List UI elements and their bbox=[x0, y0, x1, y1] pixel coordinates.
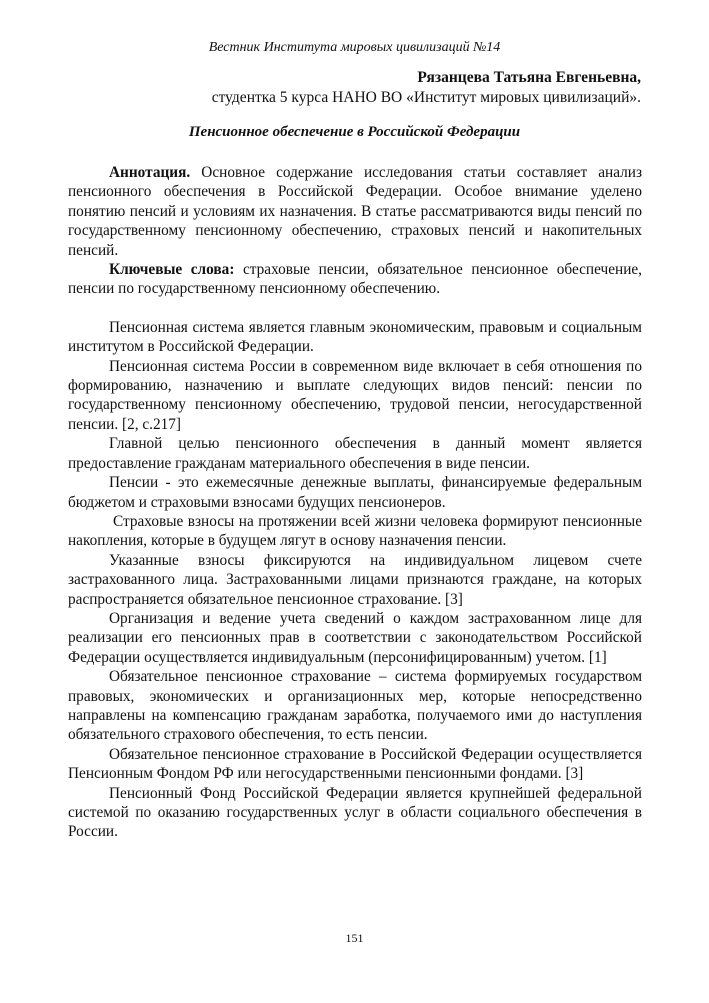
paragraph: Пенсии - это ежемесячные денежные выплаты, финансируемые федеральным бюджетом и страховыми взносами будущих пенсионеров. bbox=[68, 474, 642, 511]
paragraph: Пенсионная система России в современном виде включает в себя отношения по формированию, назначению и выплате следующих видов пенсий: пенсии по государственному пенсионному обеспечению, трудовой пенсии, негосударственной пенсии. [2, с.217] bbox=[68, 357, 642, 433]
journal-header: Вестник Института мировых цивилизаций №14 bbox=[208, 40, 501, 55]
keywords bbox=[68, 260, 642, 299]
author-block bbox=[212, 68, 641, 108]
paragraph: Главной целью пенсионного обеспечения в данный момент является предоставление гражданам материального обеспечения в виде пенсии. bbox=[68, 435, 642, 472]
article-body bbox=[68, 163, 642, 842]
paragraph: Обязательное пенсионное страхование в Российской Федерации осуществляется Пенсионным Фондом РФ или негосударственными пенсионными фондами. [3] bbox=[68, 745, 642, 783]
abstract bbox=[68, 163, 642, 260]
article-title: Пенсионное обеспечение в Российской Федерации bbox=[188, 124, 521, 140]
paragraph: Страховые взносы на протяжении всей жизни человека формируют пенсионные накопления, которые в будущем лягут в основу назначения пенсии. bbox=[68, 512, 642, 550]
paragraph: Организация и ведение учета сведений о каждом застрахованном лице для реализации его пенсионных прав в соответствии с законодательством Российской Федерации осуществляется индивидуальным (персонифицированным) учетом. [1] bbox=[68, 609, 642, 666]
abstract-label: Аннотация. bbox=[109, 164, 191, 181]
abstract-text: Основное содержание исследования статьи составляет анализ пенсионного обеспечения в Российской Федерации. Особое внимание уделено понятию пенсий и условиям их назначения. В статье рассматриваются виды пенсий по государственному пенсионному обеспечению, страховых пенсий и накопительных пенсий. bbox=[68, 164, 642, 259]
author-affiliation: студентка 5 курса НАНО ВО «Институт мировых цивилизаций». bbox=[211, 89, 641, 106]
keywords-text: страховые пенсии, обязательное пенсионное обеспечение, пенсии по государственному пенсионному обеспечению. bbox=[68, 261, 642, 298]
paragraph: Пенсионная система является главным экономическим, правовым и социальным институтом в Российской Федерации. bbox=[68, 318, 642, 356]
page-number: 151 bbox=[345, 931, 364, 945]
paragraph: Указанные взносы фиксируются на индивидуальном лицевом счете застрахованного лица. Застрахованными лицами признаются граждане, на которых распространяется обязательное пенсионное страхование. [3] bbox=[68, 551, 642, 608]
paragraph: Пенсионный Фонд Российской Федерации является крупнейшей федеральной системой по оказанию государственных услуг в области социального обеспечения в России. bbox=[68, 784, 642, 841]
author-name: Рязанцева Татьяна Евгеньевна, bbox=[417, 69, 641, 86]
keywords-label: Ключевые слова: bbox=[109, 261, 235, 279]
paragraph: Обязательное пенсионное страхование – система формируемых государством правовых, экономических и организационных мер, которые непосредственно направлены на компенсацию гражданам заработка, получаемого ими до наступления обязательного страхового обеспечения, то есть пенсии. bbox=[68, 668, 642, 744]
